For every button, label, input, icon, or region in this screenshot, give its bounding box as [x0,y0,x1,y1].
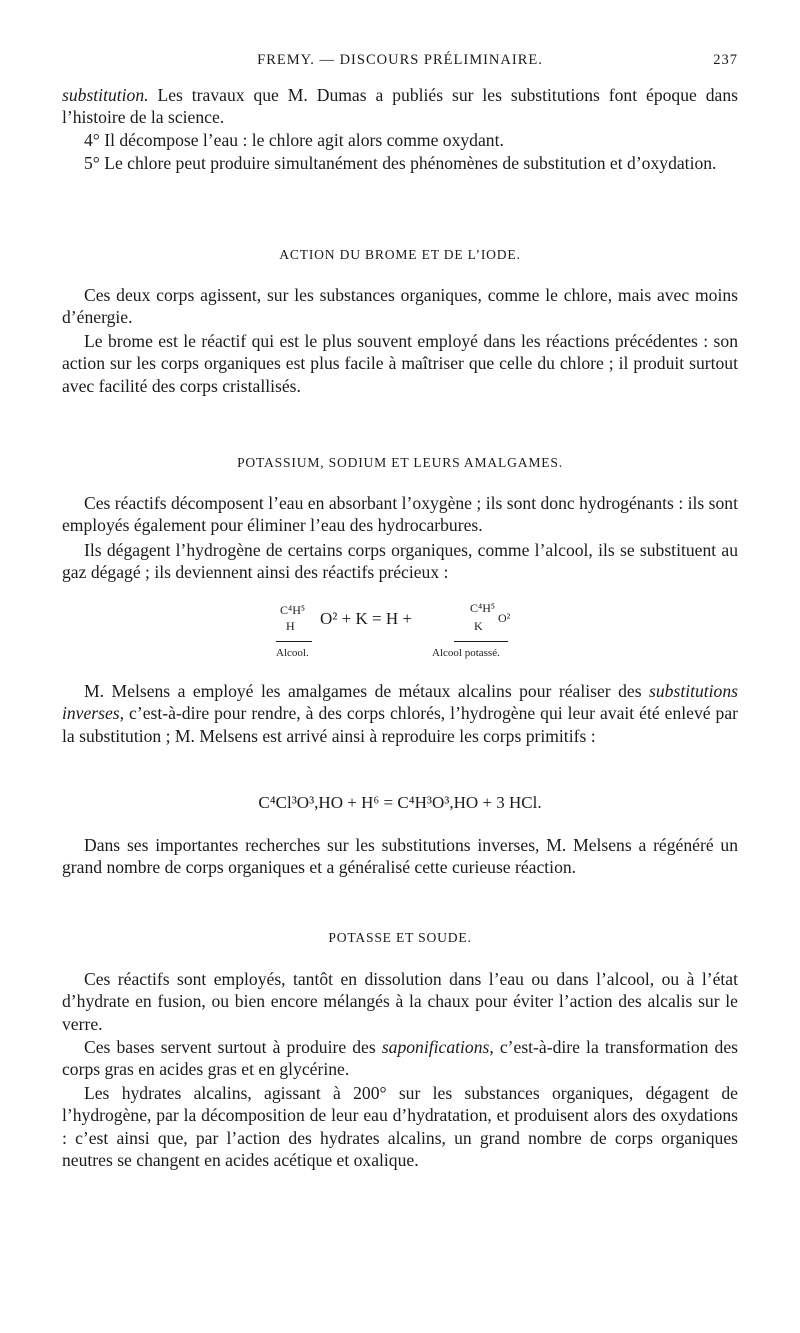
running-head [62,52,738,76]
paragraph-reactifs-hydrogenants: Ces réactifs décomposent l’eau en absorbant l’oxygène ; ils sont donc hydrogénants : ils sont employés également pour éliminer l’eau des hydrocarbures. [62,493,738,536]
paragraph-hydrates-alcalins: Les hydrates alcalins, agissant à 200° sur les substances organiques, dégagent de l’hydrogène, par la décomposition de leur eau d’hydratation, et produisent alors des oxydations : c’est ainsi que, par l’action des hydrates alcalins, un grand nombre de corps organiques neutres se changent en acides acétique et oxalique. [62,1083,738,1171]
paragraph-brome: Le brome est le réactif qui est le plus souvent employé dans les réactions précédentes : son action sur les corps organiques est plus facile à maîtriser que celle du chlore ; il produit surtout avec facilité des corps cristallisés. [62,331,738,396]
paragraph-text: Les travaux que M. Dumas a publiés sur les substitutions font époque dans l’histoire de la science. [62,85,738,128]
section-heading-brome-iode: ACTION DU BROME ET DE L’IODE. [279,247,521,262]
paragraph-text: c’est-à-dire pour rendre, à des corps chlorés, l’hydrogène qui leur avait été enlevé par la substitution ; M. Melsens est arrivé ainsi à reproduire les corps primitifs : [62,703,738,746]
paragraph-saponifications [62,1036,738,1081]
formula-k-right: K [474,619,483,633]
paragraph-item-4: 4° Il décompose l’eau : le chlore agit alors comme oxydant. [84,130,504,150]
paragraph-alcool: Ils dégagent l’hydrogène de certains corps organiques, comme l’alcool, ils se substituent au gaz dégagé ; ils deviennent ainsi des réactifs précieux : [62,540,738,583]
paragraph-text: M. Melsens a employé les amalgames de métaux alcalins pour réaliser des [84,681,650,701]
paragraph-substitution [62,84,738,129]
formula-c4h5-right: C⁴H⁵ [470,601,496,615]
paragraph-text: Ces bases servent surtout à produire des [84,1037,382,1057]
paragraph-recherches: Dans ses importantes recherches sur les substitutions inverses, M. Melsens a régénéré un grand nombre de corps organiques et a généralisé cette curieuse réaction. [62,835,738,878]
underbrace-alcool-potasse [454,641,508,642]
paragraph-deux-corps: Ces deux corps agissent, sur les substances organiques, comme le chlore, mais avec moins d’énergie. [62,285,738,328]
formula-alcool-potasse [270,603,570,665]
running-title: FREMY. — DISCOURS PRÉLIMINAIRE. [257,52,543,68]
formula-trichloracetique: C⁴Cl³O³,HO + H⁶ = C⁴H³O³,HO + 3 HCl. [258,793,542,812]
formula-o2-right: O² [498,611,511,625]
paragraph-text: , c’est-à-dire la transformation des corps gras en acides gras et en glycérine. [62,1037,738,1080]
formula-h-left: H [286,619,295,633]
page-number: 237 [713,52,738,68]
emphasis-substitutions-inverses: substitutions inverses, [62,681,738,724]
section-heading-potassium-sodium: POTASSIUM, SODIUM ET LEURS AMALGAMES. [237,455,563,470]
formula-o2-plus-k: O² + K = H + [320,609,412,628]
caption-alcool: Alcool. [276,647,309,659]
paragraph-item-5: 5° Le chlore peut produire simultanément des phénomènes de substitution et d’oxydation. [84,153,717,173]
emphasis-saponifications: saponifications [381,1037,490,1057]
emphasis-substitution: substitution. [62,85,149,105]
paragraph-dissolution: Ces réactifs sont employés, tantôt en dissolution dans l’eau ou dans l’alcool, ou à l’état d’hydrate en fusion, ou bien encore mélangés à la chaux pour éviter l’action des alcalis sur le verre. [62,969,738,1034]
paragraph-melsens [62,680,738,747]
caption-alcool-potasse: Alcool potassé. [432,647,500,659]
section-heading-potasse-soude: POTASSE ET SOUDE. [328,930,472,945]
underbrace-alcool [276,641,312,642]
formula-c4h5-left: C⁴H⁵ [280,603,306,617]
